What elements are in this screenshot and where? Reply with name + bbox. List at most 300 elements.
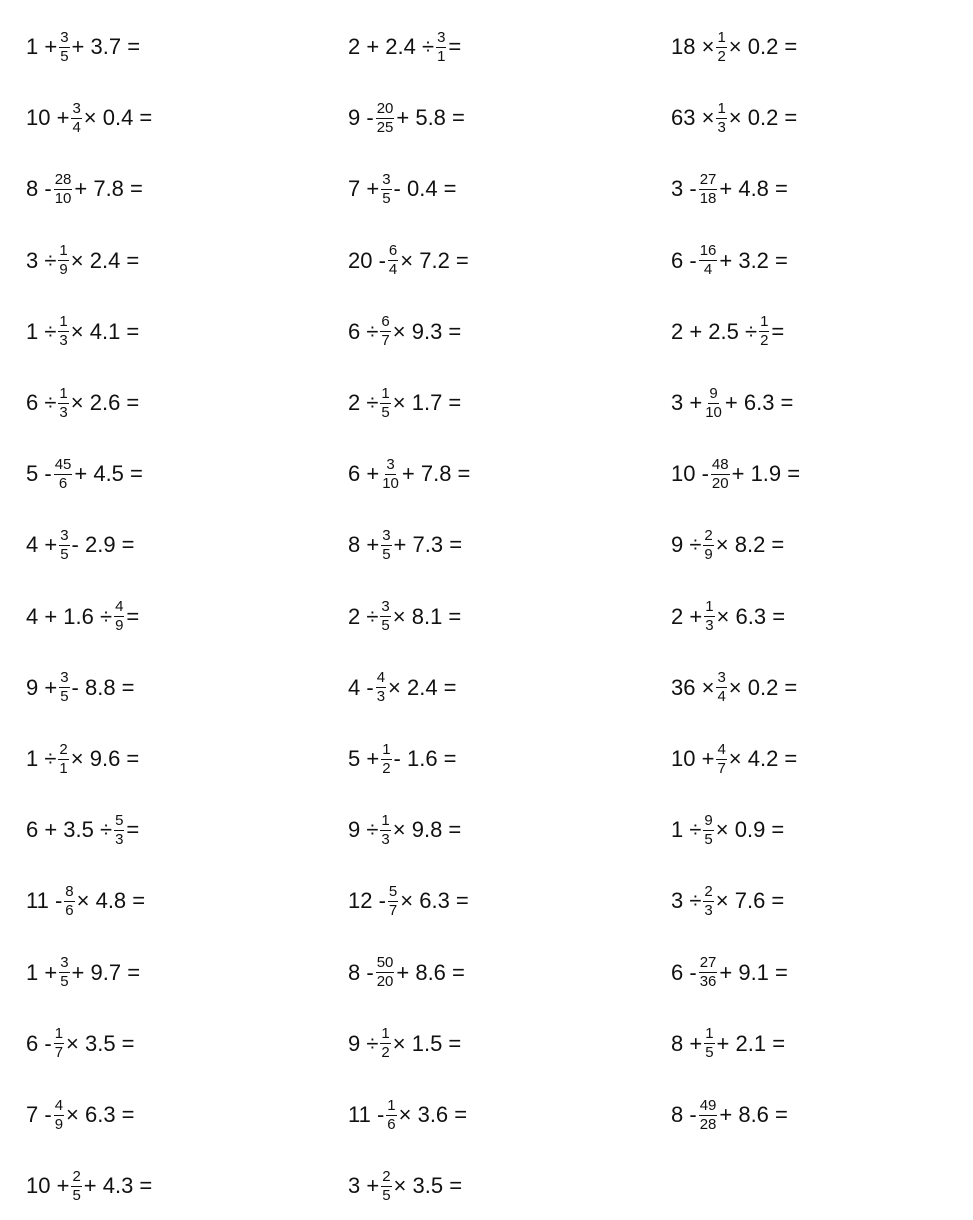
- expression-text: 2 ÷: [348, 603, 379, 629]
- expression-text: 9 +: [26, 674, 58, 700]
- fraction-denominator: 5: [704, 830, 713, 848]
- expression-text: + 3.7 =: [71, 34, 141, 59]
- expression-text: 2 + 2.4 ÷: [348, 34, 435, 59]
- fraction-numerator: 1: [382, 740, 391, 758]
- fraction-numerator: 1: [381, 1025, 390, 1043]
- expression-text: 9 -: [348, 105, 374, 131]
- expression-text: × 0.2 =: [728, 105, 798, 131]
- fraction-numerator: 16: [699, 242, 717, 260]
- fraction: [381, 1169, 391, 1204]
- problem-c1-r13: [26, 871, 145, 931]
- expression-text: 10 -: [671, 461, 709, 487]
- fraction-numerator: 2: [382, 1167, 391, 1185]
- fraction: [71, 1169, 81, 1204]
- fraction-numerator: 2: [704, 526, 713, 544]
- fraction-denominator: 5: [381, 403, 390, 421]
- expression-text: - 8.8 =: [71, 674, 135, 700]
- problem-c2-r7: [348, 444, 470, 504]
- expression-text: × 4.1 =: [70, 318, 140, 344]
- fraction: [703, 813, 713, 848]
- problem-c3-r14: [671, 943, 788, 1003]
- problem-c3-r1: [671, 17, 797, 77]
- problem-c3-r15: [671, 1014, 785, 1074]
- fraction: [380, 599, 390, 634]
- expression-text: 2 + 2.5 ÷: [671, 318, 758, 344]
- fraction-denominator: 1: [59, 759, 68, 777]
- fraction-numerator: 4: [54, 1096, 64, 1114]
- fraction-numerator: 1: [381, 384, 390, 402]
- fraction-numerator: 3: [60, 954, 69, 972]
- expression-text: 11 -: [348, 1102, 385, 1127]
- fraction-numerator: 48: [711, 455, 729, 473]
- expression-text: 8 -: [348, 959, 374, 985]
- expression-text: 63 ×: [671, 105, 715, 131]
- expression-text: 2 +: [671, 603, 703, 629]
- fraction: [704, 1026, 714, 1061]
- fraction-numerator: 9: [709, 384, 718, 402]
- problem-c1-r14: [26, 943, 140, 1003]
- fraction-denominator: 7: [381, 332, 390, 350]
- expression-text: 3 ÷: [671, 888, 702, 914]
- expression-text: - 0.4 =: [393, 176, 457, 202]
- fraction: [703, 528, 713, 563]
- problem-c1-r4: [26, 231, 139, 291]
- expression-text: × 2.6 =: [70, 390, 140, 415]
- fraction: [381, 172, 391, 207]
- fraction-numerator: 49: [699, 1096, 717, 1114]
- problem-c1-r2: [26, 88, 152, 148]
- fraction-denominator: 36: [699, 973, 717, 991]
- fraction: [376, 670, 386, 705]
- expression-text: 3 -: [671, 176, 697, 202]
- problem-c3-r3: [671, 159, 788, 219]
- problem-c3-r6: [671, 373, 793, 433]
- expression-text: 8 +: [671, 1030, 703, 1056]
- fraction-denominator: 3: [717, 118, 726, 136]
- expression-text: 6 + 3.5 ÷: [26, 817, 113, 843]
- expression-text: 4 -: [348, 674, 374, 700]
- expression-text: 11 -: [26, 888, 63, 914]
- fraction: [54, 172, 73, 207]
- problem-c1-r3: [26, 159, 143, 219]
- fraction: [381, 742, 391, 777]
- problem-c2-r11: [348, 729, 457, 789]
- fraction-numerator: 1: [387, 1096, 396, 1114]
- fraction: [716, 670, 726, 705]
- fraction-denominator: 20: [376, 973, 394, 991]
- fraction-numerator: 1: [381, 811, 390, 829]
- fraction-numerator: 6: [381, 313, 390, 331]
- expression-text: × 0.2 =: [728, 34, 798, 59]
- fraction-denominator: 5: [382, 1186, 391, 1204]
- fraction-denominator: 10: [382, 474, 399, 492]
- problem-c2-r13: [348, 871, 469, 931]
- fraction-numerator: 1: [705, 598, 714, 616]
- fraction-denominator: 9: [115, 617, 124, 635]
- fraction-denominator: 3: [376, 688, 386, 706]
- expression-text: 9 ÷: [671, 532, 702, 558]
- expression-text: × 7.2 =: [400, 247, 469, 273]
- fraction-denominator: 10: [54, 189, 72, 207]
- expression-text: 3 +: [671, 390, 703, 415]
- expression-text: 2 ÷: [348, 390, 379, 415]
- fraction-denominator: 9: [704, 545, 713, 563]
- problem-c2-r2: [348, 88, 465, 148]
- fraction: [376, 955, 395, 990]
- expression-text: 12 -: [348, 888, 386, 914]
- fraction-numerator: 3: [437, 28, 446, 46]
- fraction-denominator: 4: [388, 261, 398, 279]
- fraction-denominator: 5: [60, 688, 69, 706]
- problem-c1-r7: [26, 444, 143, 504]
- expression-text: 1 +: [26, 959, 58, 985]
- problem-c1-r17: [26, 1156, 152, 1216]
- fraction-numerator: 3: [717, 669, 726, 687]
- fraction: [703, 884, 713, 919]
- fraction-denominator: 5: [381, 617, 390, 635]
- expression-text: × 7.6 =: [715, 888, 785, 914]
- expression-text: × 2.4 =: [70, 247, 140, 273]
- fraction-denominator: 4: [717, 688, 726, 706]
- expression-text: 1 ÷: [26, 318, 57, 344]
- expression-text: 6 +: [348, 461, 380, 487]
- expression-text: × 3.5 =: [66, 1030, 135, 1056]
- fraction: [699, 1098, 718, 1133]
- fraction-numerator: 1: [717, 99, 726, 117]
- fraction-denominator: 3: [704, 901, 713, 919]
- fraction-numerator: 3: [382, 526, 391, 544]
- fraction: [704, 599, 714, 634]
- expression-text: + 8.6 =: [396, 959, 465, 985]
- problem-c1-r1: [26, 17, 140, 77]
- expression-text: 7 +: [348, 176, 380, 202]
- expression-text: + 5.8 =: [396, 105, 465, 131]
- problem-c3-r13: [671, 871, 784, 931]
- fraction: [699, 243, 718, 278]
- expression-text: 10 +: [671, 746, 715, 771]
- fraction: [58, 386, 68, 421]
- fraction-denominator: 7: [388, 901, 398, 919]
- expression-text: 6 ÷: [26, 390, 57, 415]
- fraction-numerator: 3: [386, 455, 395, 473]
- expression-text: 6 ÷: [348, 318, 379, 344]
- fraction-numerator: 1: [59, 313, 68, 331]
- fraction: [699, 172, 718, 207]
- fraction-numerator: 4: [376, 669, 386, 687]
- fraction-denominator: 5: [382, 545, 391, 563]
- problem-c2-r17: [348, 1156, 462, 1216]
- expression-text: × 9.3 =: [392, 318, 462, 344]
- fraction-denominator: 5: [382, 189, 391, 207]
- fraction: [64, 884, 74, 919]
- fraction: [716, 742, 726, 777]
- expression-text: 5 +: [348, 746, 380, 771]
- fraction-numerator: 3: [60, 669, 69, 687]
- fraction-numerator: 1: [760, 313, 769, 331]
- fraction-denominator: 2: [717, 47, 726, 65]
- expression-text: 3 ÷: [26, 247, 57, 273]
- fraction: [54, 1026, 64, 1061]
- expression-text: × 0.4 =: [83, 105, 153, 131]
- fraction-numerator: 1: [54, 1025, 64, 1043]
- fraction-numerator: 28: [54, 170, 72, 188]
- problem-c1-r10: [26, 658, 135, 718]
- fraction-numerator: 1: [59, 242, 68, 260]
- fraction-denominator: 25: [376, 118, 394, 136]
- problem-c2-r3: [348, 159, 457, 219]
- fraction-numerator: 50: [376, 954, 394, 972]
- fraction: [716, 30, 726, 65]
- expression-text: × 1.7 =: [392, 390, 462, 415]
- expression-text: × 6.3 =: [400, 888, 469, 914]
- problem-c3-r5: [671, 302, 784, 362]
- expression-text: × 8.2 =: [715, 532, 785, 558]
- expression-text: × 3.6 =: [398, 1102, 468, 1127]
- fraction: [59, 955, 69, 990]
- fraction-numerator: 1: [705, 1025, 714, 1043]
- expression-text: 6 -: [671, 247, 697, 273]
- fraction-numerator: 20: [376, 99, 394, 117]
- expression-text: + 1.9 =: [731, 461, 801, 487]
- fraction: [380, 314, 390, 349]
- expression-text: × 0.9 =: [715, 817, 785, 843]
- fraction-numerator: 5: [115, 811, 124, 829]
- fraction-numerator: 3: [382, 170, 391, 188]
- problem-c2-r12: [348, 800, 461, 860]
- fraction: [699, 955, 718, 990]
- fraction-numerator: 2: [59, 740, 68, 758]
- expression-text: 7 -: [26, 1102, 52, 1127]
- problem-c3-r2: [671, 88, 797, 148]
- expression-text: × 6.3 =: [66, 1102, 135, 1127]
- expression-text: 20 -: [348, 247, 386, 273]
- problem-c3-r9: [671, 587, 785, 647]
- expression-text: =: [448, 34, 462, 59]
- fraction-denominator: 5: [60, 545, 69, 563]
- fraction: [58, 742, 68, 777]
- problem-c2-r6: [348, 373, 461, 433]
- expression-text: × 2.4 =: [388, 674, 457, 700]
- fraction: [716, 101, 726, 136]
- fraction: [58, 314, 68, 349]
- expression-text: =: [771, 318, 785, 344]
- problem-c2-r1: [348, 17, 461, 77]
- expression-text: × 6.3 =: [716, 603, 786, 629]
- expression-text: 4 +: [26, 532, 58, 558]
- expression-text: 8 +: [348, 532, 380, 558]
- fraction: [381, 528, 391, 563]
- expression-text: + 7.8 =: [74, 176, 143, 202]
- expression-text: + 7.3 =: [393, 532, 463, 558]
- fraction-numerator: 3: [60, 28, 69, 46]
- fraction: [704, 386, 723, 421]
- expression-text: × 4.8 =: [76, 888, 146, 914]
- problem-c2-r5: [348, 302, 461, 362]
- fraction-numerator: 8: [65, 882, 74, 900]
- fraction: [380, 386, 390, 421]
- expression-text: 9 ÷: [348, 817, 379, 843]
- expression-text: 5 -: [26, 461, 52, 487]
- expression-text: 1 ÷: [26, 746, 57, 771]
- expression-text: × 9.6 =: [70, 746, 140, 771]
- fraction-numerator: 1: [59, 384, 68, 402]
- fraction: [114, 813, 124, 848]
- problem-c1-r11: [26, 729, 139, 789]
- fraction: [71, 101, 81, 136]
- fraction-numerator: 2: [704, 882, 713, 900]
- problem-c3-r11: [671, 729, 797, 789]
- expression-text: 10 +: [26, 1173, 70, 1199]
- expression-text: - 1.6 =: [393, 746, 457, 771]
- fraction-numerator: 27: [699, 170, 717, 188]
- fraction-denominator: 20: [711, 474, 729, 492]
- problem-c2-r10: [348, 658, 457, 718]
- fraction-numerator: 4: [115, 598, 124, 616]
- expression-text: × 4.2 =: [728, 746, 798, 771]
- problem-c2-r14: [348, 943, 465, 1003]
- fraction-denominator: 6: [65, 901, 74, 919]
- problem-c3-r16: [671, 1085, 788, 1145]
- expression-text: 6 -: [26, 1030, 52, 1056]
- problem-c3-r7: [671, 444, 800, 504]
- problem-c1-r16: [26, 1085, 135, 1145]
- fraction-numerator: 45: [54, 455, 72, 473]
- expression-text: - 2.9 =: [71, 532, 135, 558]
- fraction-denominator: 6: [58, 474, 68, 492]
- fraction: [114, 599, 124, 634]
- expression-text: =: [126, 603, 140, 629]
- problem-c1-r12: [26, 800, 139, 860]
- problem-c1-r8: [26, 515, 135, 575]
- fraction-denominator: 9: [59, 261, 68, 279]
- expression-text: 9 ÷: [348, 1030, 379, 1056]
- fraction: [54, 1098, 64, 1133]
- problem-c2-r4: [348, 231, 469, 291]
- fraction-denominator: 7: [717, 759, 726, 777]
- expression-text: + 4.3 =: [83, 1173, 153, 1199]
- expression-text: + 4.8 =: [719, 176, 788, 202]
- expression-text: + 6.3 =: [724, 390, 794, 415]
- expression-text: × 9.8 =: [392, 817, 462, 843]
- fraction-denominator: 2: [381, 1044, 390, 1062]
- expression-text: 8 -: [671, 1102, 697, 1127]
- expression-text: =: [126, 817, 140, 843]
- expression-text: + 4.5 =: [74, 461, 143, 487]
- fraction-numerator: 3: [381, 598, 390, 616]
- fraction: [376, 101, 395, 136]
- fraction-numerator: 1: [717, 28, 726, 46]
- fraction-denominator: 2: [382, 759, 391, 777]
- fraction: [58, 243, 68, 278]
- problem-c2-r15: [348, 1014, 461, 1074]
- fraction: [59, 528, 69, 563]
- fraction: [711, 457, 730, 492]
- fraction: [59, 30, 69, 65]
- fraction-numerator: 5: [388, 882, 398, 900]
- expression-text: 18 ×: [671, 34, 715, 59]
- fraction-denominator: 3: [381, 830, 390, 848]
- problem-c1-r9: [26, 587, 139, 647]
- expression-text: × 8.1 =: [392, 603, 462, 629]
- problem-c1-r6: [26, 373, 139, 433]
- fraction: [380, 813, 390, 848]
- fraction-denominator: 5: [705, 1044, 714, 1062]
- fraction-denominator: 3: [59, 332, 68, 350]
- fraction-denominator: 28: [699, 1115, 717, 1133]
- expression-text: + 2.1 =: [716, 1030, 786, 1056]
- fraction-numerator: 2: [72, 1167, 81, 1185]
- expression-text: 8 -: [26, 176, 52, 202]
- fraction: [59, 670, 69, 705]
- expression-text: 1 +: [26, 34, 58, 59]
- fraction: [436, 30, 446, 65]
- problem-c2-r16: [348, 1085, 467, 1145]
- expression-text: 36 ×: [671, 674, 715, 700]
- fraction-denominator: 3: [115, 830, 124, 848]
- expression-text: + 9.1 =: [719, 959, 788, 985]
- expression-text: × 0.2 =: [728, 674, 798, 700]
- fraction-denominator: 6: [387, 1115, 396, 1133]
- fraction-denominator: 5: [72, 1186, 81, 1204]
- fraction: [759, 314, 769, 349]
- fraction-denominator: 9: [54, 1115, 64, 1133]
- fraction: [388, 884, 398, 919]
- expression-text: + 9.7 =: [71, 959, 141, 985]
- fraction-denominator: 4: [72, 118, 81, 136]
- problem-c3-r4: [671, 231, 788, 291]
- problem-c3-r12: [671, 800, 784, 860]
- fraction: [380, 1026, 390, 1061]
- fraction-denominator: 7: [54, 1044, 64, 1062]
- fraction: [386, 1098, 396, 1133]
- fraction-denominator: 4: [703, 261, 713, 279]
- expression-text: + 8.6 =: [719, 1102, 788, 1127]
- expression-text: 1 ÷: [671, 817, 702, 843]
- fraction-denominator: 1: [437, 47, 446, 65]
- fraction: [54, 457, 73, 492]
- fraction: [388, 243, 398, 278]
- problem-c3-r8: [671, 515, 784, 575]
- fraction-denominator: 10: [705, 403, 722, 421]
- problem-c3-r10: [671, 658, 797, 718]
- fraction-denominator: 18: [699, 189, 717, 207]
- expression-text: × 3.5 =: [393, 1173, 463, 1199]
- problem-c2-r8: [348, 515, 462, 575]
- problem-c1-r5: [26, 302, 139, 362]
- fraction-numerator: 4: [717, 740, 726, 758]
- expression-text: 4 + 1.6 ÷: [26, 603, 113, 629]
- fraction-denominator: 2: [760, 332, 769, 350]
- expression-text: × 1.5 =: [392, 1030, 462, 1056]
- expression-text: + 7.8 =: [401, 461, 471, 487]
- fraction-numerator: 9: [704, 811, 713, 829]
- fraction-numerator: 3: [60, 526, 69, 544]
- expression-text: 6 -: [671, 959, 697, 985]
- fraction-numerator: 6: [388, 242, 398, 260]
- expression-text: 3 +: [348, 1173, 380, 1199]
- fraction: [381, 457, 400, 492]
- problem-c1-r15: [26, 1014, 135, 1074]
- fraction-denominator: 3: [59, 403, 68, 421]
- fraction-denominator: 5: [60, 47, 69, 65]
- fraction-numerator: 3: [72, 99, 81, 117]
- fraction-numerator: 27: [699, 954, 717, 972]
- problem-c2-r9: [348, 587, 461, 647]
- fraction-denominator: 5: [60, 973, 69, 991]
- expression-text: + 3.2 =: [719, 247, 788, 273]
- expression-text: 10 +: [26, 105, 70, 131]
- fraction-denominator: 3: [705, 617, 714, 635]
